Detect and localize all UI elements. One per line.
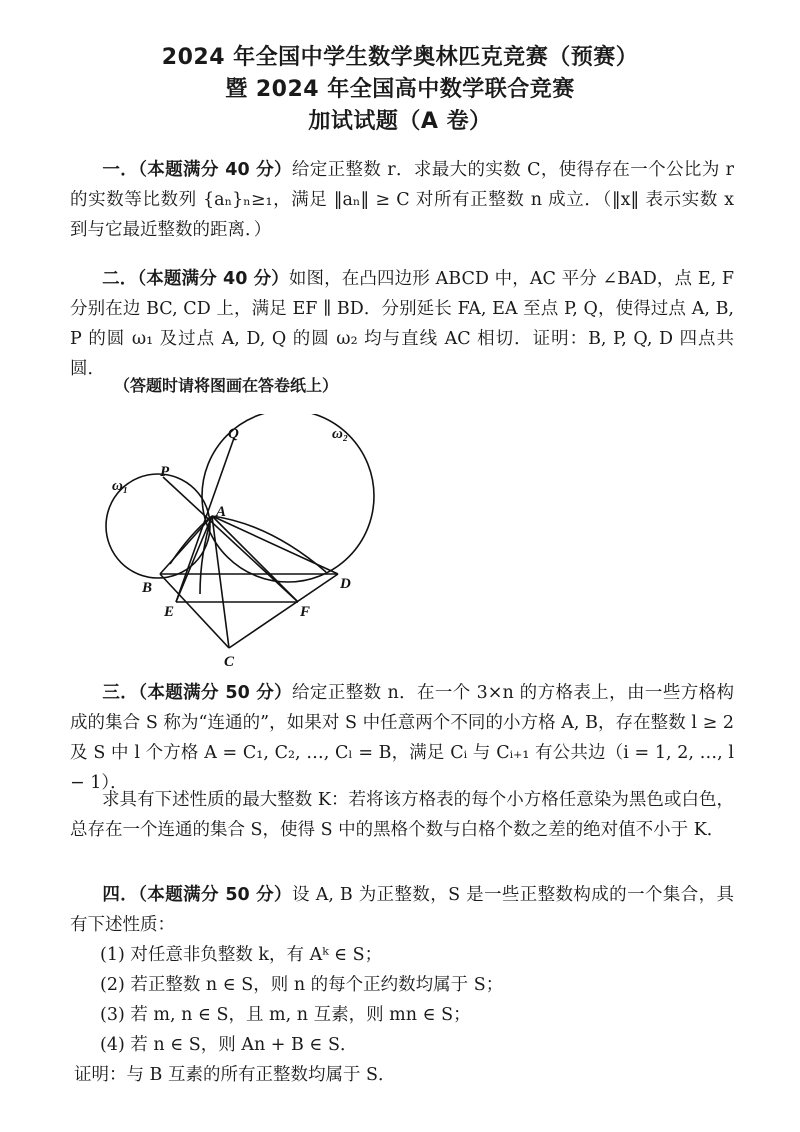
problem-4 bbox=[70, 880, 734, 1090]
geometry-figure-svg bbox=[100, 414, 400, 676]
problem-4-condition-3: (3) 若 m, n ∈ S，且 m, n 互素，则 mn ∈ S； bbox=[100, 1005, 471, 1025]
segment-AE bbox=[176, 516, 212, 602]
problem-4-condition-2: (2) 若正整数 n ∈ S，则 n 的每个正约数均属于 S； bbox=[100, 975, 504, 995]
problem-3-number: 三． bbox=[102, 683, 139, 703]
problem-2-note: （答题时请将图画在答卷纸上） bbox=[114, 376, 339, 395]
problem-4-condition-4: (4) 若 n ∈ S，则 An + B ∈ S． bbox=[100, 1035, 358, 1055]
segment-DC bbox=[229, 574, 338, 648]
problem-4-text: 设 A, B 为正整数，S 是一些正整数构成的一个集合，具有下述性质： bbox=[70, 885, 734, 935]
problem-2 bbox=[70, 264, 734, 384]
label-Q: Q bbox=[228, 426, 239, 442]
problem-4-number: 四． bbox=[102, 885, 139, 905]
problem-2-points: （本题满分 40 分） bbox=[137, 269, 289, 289]
problem-1-number: 一． bbox=[102, 160, 139, 180]
label-D: D bbox=[340, 576, 351, 592]
problem-3-text: 给定正整数 n．在一个 3×n 的方格表上，由一些方格构成的集合 S 称为“连通的”，如果对 S 中任意两个不同的小方格 A, B，存在整数 l ≥ 2 及 S 中 l 个方格 A = C₁, C₂, …, Cₗ = B，满足 Cᵢ 与 Cᵢ₊₁ 有公共边（i = 1, 2, …, l − 1）． bbox=[70, 683, 735, 793]
problem-4-proof: 证明：与 B 互素的所有正整数均属于 S． bbox=[74, 1065, 396, 1085]
label-omega1: ω₁ bbox=[112, 478, 129, 494]
problem-3 bbox=[70, 678, 734, 798]
problem-3-part-2 bbox=[70, 785, 734, 845]
problem-1-text: 给定正整数 r．求最大的实数 C，使得存在一个公比为 r 的实数等比数列 {aₙ}ₙ≥₁，满足 ‖aₙ‖ ≥ C 对所有正整数 n 成立．（‖x‖ 表示实数 x 到与它最近整数的距离．） bbox=[70, 160, 735, 240]
problem-3-points: （本题满分 50 分） bbox=[138, 683, 293, 703]
label-P: P bbox=[160, 464, 170, 480]
title-line-3: 加试试题（A 卷） bbox=[308, 109, 492, 134]
segment-AF bbox=[212, 516, 298, 602]
problem-2-text: 如图，在凸四边形 ABCD 中，AC 平分 ∠BAD，点 E, F 分别在边 BC, CD 上，满足 EF ∥ BD．分别延长 FA, EA 至点 P, Q，使得过点 A, B, P 的圆 ω₁ 及过点 A, D, Q 的圆 ω₂ 均与直线 AC 相切．证明：B, P, Q, D 四点共圆． bbox=[70, 269, 734, 379]
label-A: A bbox=[216, 504, 227, 520]
problem-2-number: 二． bbox=[102, 269, 138, 289]
problem-4-condition-1: (1) 对任意非负整数 k，有 Aᵏ ∈ S； bbox=[100, 945, 383, 965]
problem-1-points: （本题满分 40 分） bbox=[138, 160, 292, 180]
label-B: B bbox=[142, 580, 153, 596]
label-C: C bbox=[224, 654, 235, 670]
problem-4-points: （本题满分 50 分） bbox=[138, 885, 292, 905]
problem-1 bbox=[70, 155, 734, 245]
label-E: E bbox=[164, 604, 175, 620]
exam-header bbox=[0, 42, 800, 138]
title-line-2: 暨 2024 年全国高中数学联合竞赛 bbox=[225, 77, 575, 102]
problem-3-text-2: 求具有下述性质的最大整数 K：若将该方格表的每个小方格任意染为黑色或白色，总存在一个连通的集合 S，使得 S 中的黑格个数与白格个数之差的绝对值不小于 K． bbox=[70, 790, 734, 840]
geometry-figure bbox=[100, 414, 400, 676]
label-omega2: ω₂ bbox=[332, 426, 349, 442]
title-line-1: 2024 年全国中学生数学奥林匹克竞赛（预赛） bbox=[161, 45, 639, 70]
problem-2-note-wrap bbox=[114, 371, 778, 401]
line-QE bbox=[176, 438, 234, 602]
label-F: F bbox=[300, 604, 311, 620]
